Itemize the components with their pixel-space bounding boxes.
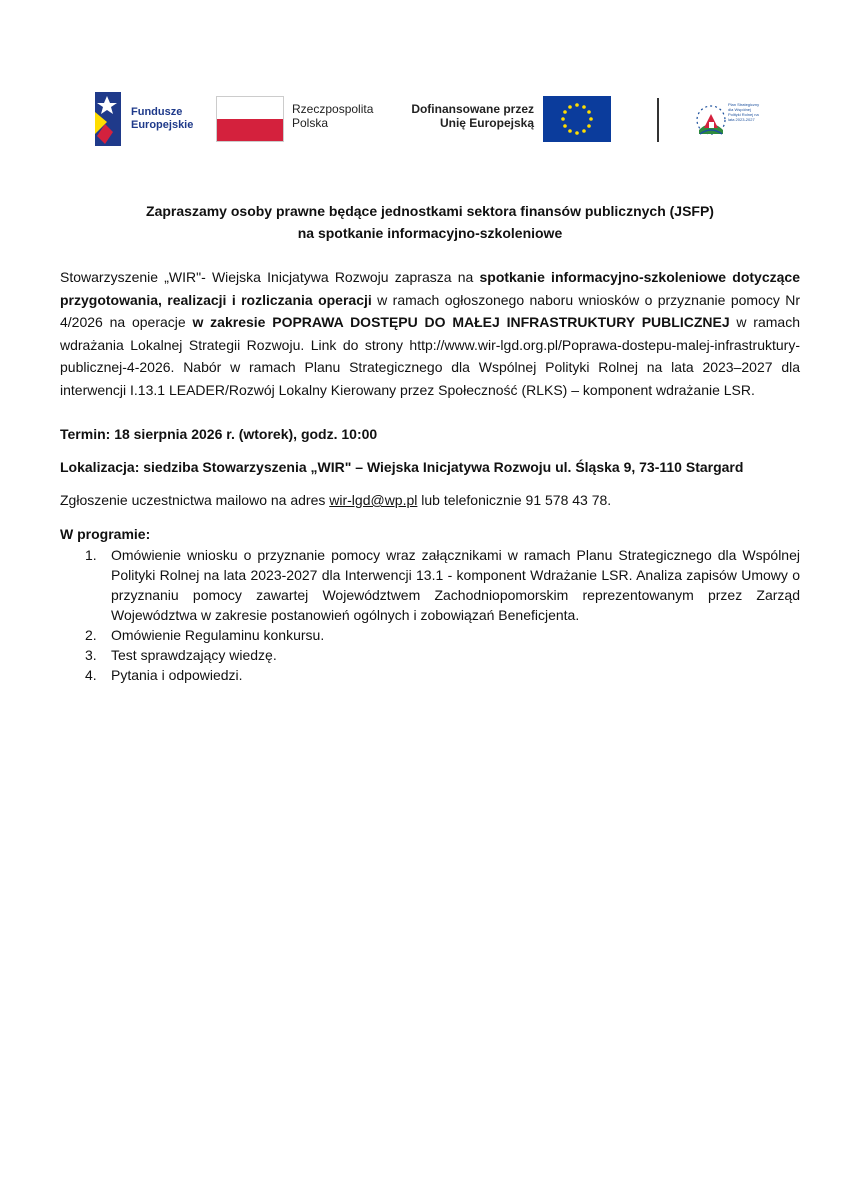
intro-text-1: Stowarzyszenie „WIR"- Wiejska Inicjatywa Rozwoju zaprasza na bbox=[60, 269, 480, 285]
fe-star-icon bbox=[91, 90, 123, 148]
ps-logo-text: Plan Strategiczny dla Wspólnej Polityki Rolnej na lata 2023-2027 bbox=[728, 102, 760, 122]
logo-separator bbox=[657, 98, 659, 142]
rp-logo-line1: Rzeczpospolita bbox=[292, 102, 374, 116]
program-list bbox=[60, 545, 800, 685]
list-item bbox=[60, 545, 800, 625]
ps-wpr-logo-icon bbox=[694, 100, 728, 140]
page-title bbox=[60, 200, 800, 244]
intro-bold-1: spotkanie informacyjno-szkoleniowe dotyczące przygotowania, realizacji i rozliczania operacji bbox=[60, 269, 800, 308]
zgloszenie-post: lub telefonicznie 91 578 43 78. bbox=[417, 492, 612, 508]
intro-bold-2: w zakresie POPRAWA DOSTĘPU DO MAŁEJ INFRASTRUKTURY PUBLICZNEJ bbox=[192, 314, 730, 330]
program-heading: W programie: bbox=[60, 526, 151, 542]
fe-logo-line1: Fundusze bbox=[131, 106, 183, 118]
list-item-text: Omówienie Regulaminu konkursu. bbox=[111, 627, 325, 643]
list-item bbox=[60, 645, 800, 665]
fe-logo-line2: Europejskie bbox=[131, 119, 194, 131]
lokalizacja-line: Lokalizacja: siedziba Stowarzyszenia „WIR" – Wiejska Inicjatywa Rozwoju ul. Śląska 9, 73-110 Stargard bbox=[60, 459, 744, 475]
dofinansowane-ue-logo bbox=[406, 96, 616, 144]
list-item-text: Omówienie wniosku o przyznanie pomocy wraz załącznikami w ramach Planu Strategicznego dla Wspólnej Polityki Rolnej na lata 2023-2027 dla Interwencji 13.1 - komponent Wdrażanie LSR. Analiza zapisów Umowy o przyznaniu pomocy zawartej Województwem Zachodniopomorskim reprezentowanym przez Zarząd Województwa w zakresie postanowień ogólnych i zobowiązań Beneficjenta. bbox=[111, 547, 800, 623]
polish-flag-icon bbox=[216, 96, 284, 142]
intro-text-3: w ramach wdrażania Lokalnej Strategii Rozwoju. Link do strony http://www.wir-lgd.org.pl/Poprawa-dostepu-malej-infrastruktury-publicznej-4-2026. Nabór w ramach Planu Strategicznego dla Wspólnej Polityki Rolnej na lata 2023–2027 dla interwencji I.13.1 LEADER/Rozwój Lokalny Kierowany przez Społeczność (RLKS) – komponent wdrażanie LSR. bbox=[60, 314, 800, 398]
list-item-number: 4. bbox=[85, 667, 97, 683]
list-item-number: 1. bbox=[85, 547, 97, 563]
zgloszenie-line bbox=[60, 489, 800, 512]
zgloszenie-pre: Zgłoszenie uczestnictwa mailowo na adres bbox=[60, 492, 330, 508]
eu-logo-line1: Dofinansowane przez bbox=[411, 102, 534, 116]
list-item bbox=[60, 625, 800, 645]
eu-flag-icon bbox=[543, 96, 611, 142]
logo-bar bbox=[88, 88, 768, 152]
list-item-number: 3. bbox=[85, 647, 97, 663]
list-item bbox=[60, 665, 800, 685]
eu-logo-line2: Unię Europejską bbox=[439, 116, 534, 130]
list-item-text: Pytania i odpowiedzi. bbox=[111, 667, 243, 683]
intro-text-2: w ramach ogłoszonego naboru wniosków o przyznanie pomocy Nr 4/2026 na operacje bbox=[60, 291, 801, 330]
intro-paragraph bbox=[60, 266, 800, 401]
rzeczpospolita-polska-logo bbox=[216, 96, 396, 142]
title-line1: Zapraszamy osoby prawne będące jednostkami sektora finansów publicznych (JSFP) bbox=[146, 203, 714, 219]
email-link[interactable]: wir-lgd@wp.pl bbox=[329, 492, 418, 508]
termin-line: Termin: 18 sierpnia 2026 r. (wtorek), godz. 10:00 bbox=[60, 426, 378, 442]
title-line2: na spotkanie informacyjno-szkoleniowe bbox=[297, 225, 563, 241]
list-item-number: 2. bbox=[85, 627, 97, 643]
plan-strategiczny-logo bbox=[694, 98, 764, 144]
fundusze-europejskie-logo bbox=[91, 90, 211, 148]
list-item-text: Test sprawdzający wiedzę. bbox=[111, 647, 277, 663]
rp-logo-line2: Polska bbox=[292, 116, 329, 130]
